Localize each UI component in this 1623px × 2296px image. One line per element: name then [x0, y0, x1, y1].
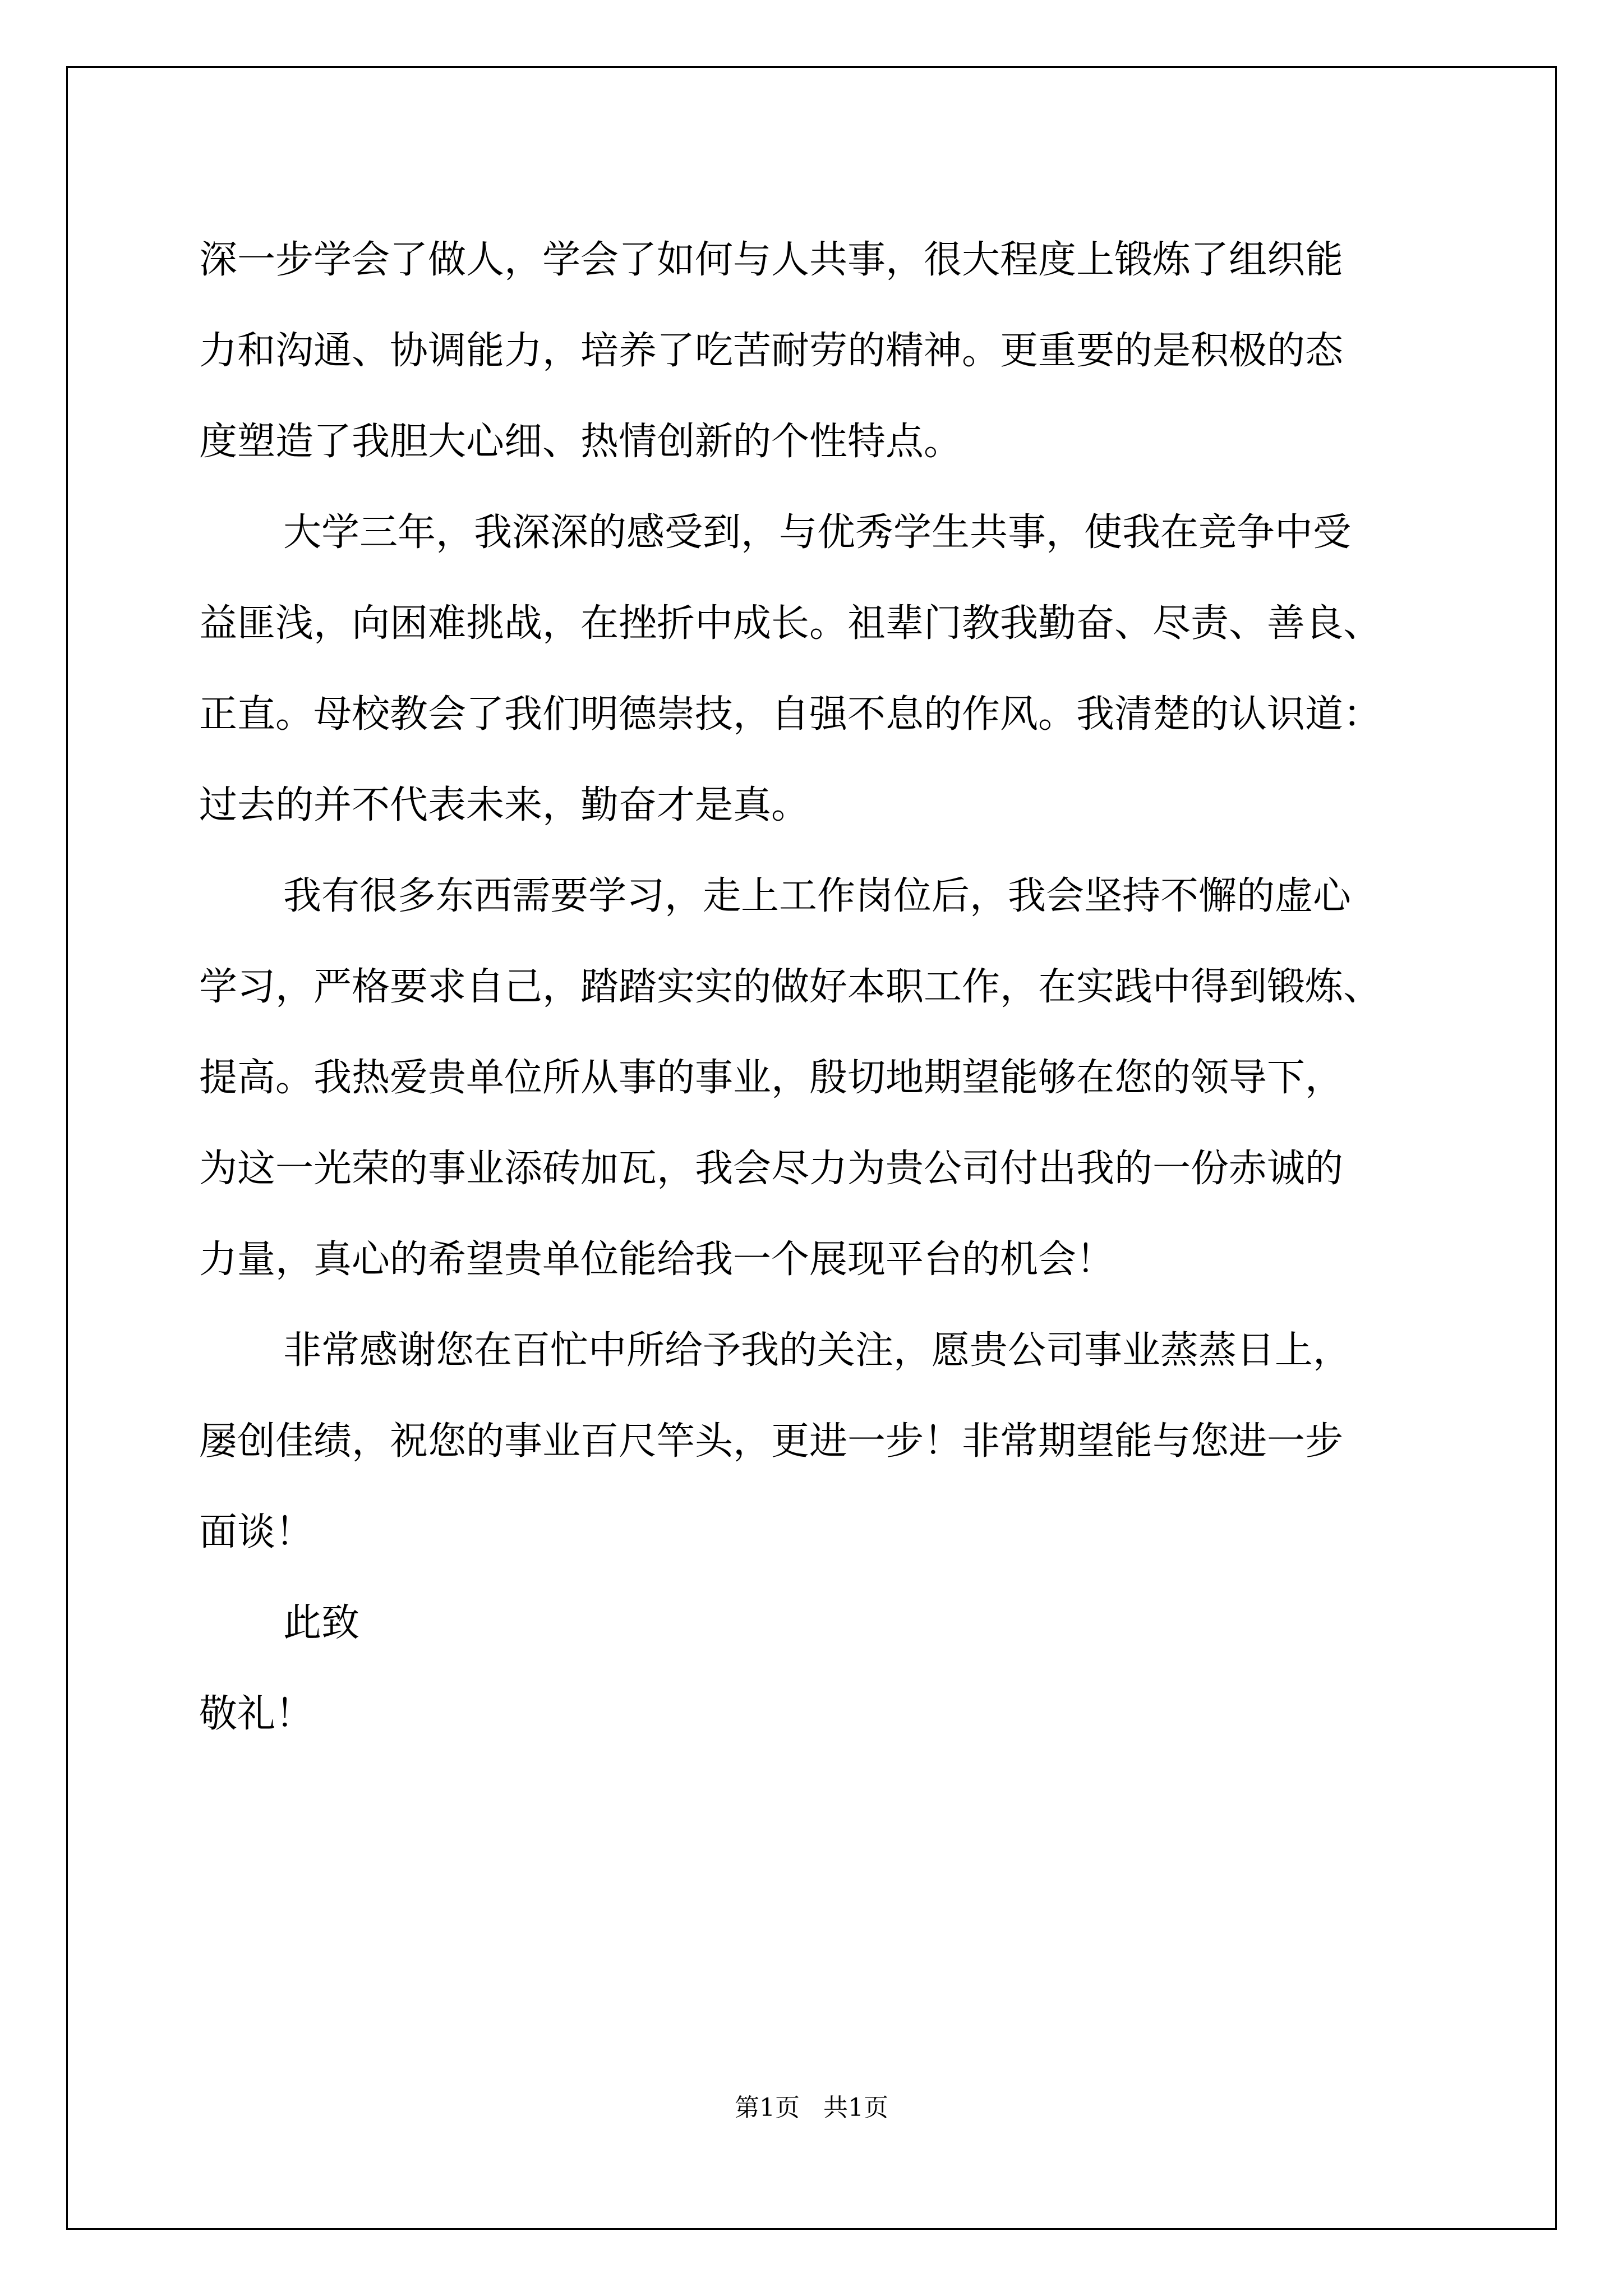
- closing-regards: 敬礼！: [199, 1692, 314, 1736]
- text-line: 过去的并不代表未来，勤奋才是真。: [199, 783, 810, 827]
- text-line: 面谈！: [199, 1510, 314, 1554]
- text-line: 力和沟通、协调能力，培养了吃苦耐劳的精神。更重要的是积极的态: [199, 329, 1344, 373]
- text-line: 益匪浅，向困难挑战，在挫折中成长。祖辈门教我勤奋、尽责、善良、: [199, 601, 1382, 646]
- text-line: 提高。我热爱贵单位所从事的事业，殷切地期望能够在您的领导下，: [199, 1056, 1344, 1100]
- letter-body: [199, 215, 1450, 1760]
- text-line: 我有很多东西需要学习，走上工作岗位后，我会坚持不懈的虚心: [283, 874, 1352, 918]
- text-line: 深一步学会了做人，学会了如何与人共事，很大程度上锻炼了组织能: [199, 238, 1344, 282]
- text-line: 度塑造了我胆大心细、热情创新的个性特点。: [199, 420, 962, 464]
- text-line: 学习，严格要求自己，踏踏实实的做好本职工作，在实践中得到锻炼、: [199, 965, 1382, 1009]
- text-line: 非常感谢您在百忙中所给予我的关注，愿贵公司事业蒸蒸日上，: [283, 1328, 1352, 1373]
- page-number-footer: 第1页 共1页: [735, 2093, 888, 2122]
- text-line: 大学三年，我深深的感受到，与优秀学生共事，使我在竞争中受: [283, 510, 1352, 555]
- text-line: 正直。母校教会了我们明德崇技，自强不息的作风。我清楚的认识道：: [199, 692, 1382, 737]
- text-line: 屡创佳绩，祝您的事业百尺竿头，更进一步！非常期望能与您进一步: [199, 1419, 1344, 1464]
- text-line: 为这一光荣的事业添砖加瓦，我会尽力为贵公司付出我的一份赤诚的: [199, 1147, 1344, 1191]
- text-line: 力量，真心的希望贵单位能给我一个展现平台的机会！: [199, 1237, 1115, 1282]
- closing-salutation: 此致: [283, 1601, 360, 1645]
